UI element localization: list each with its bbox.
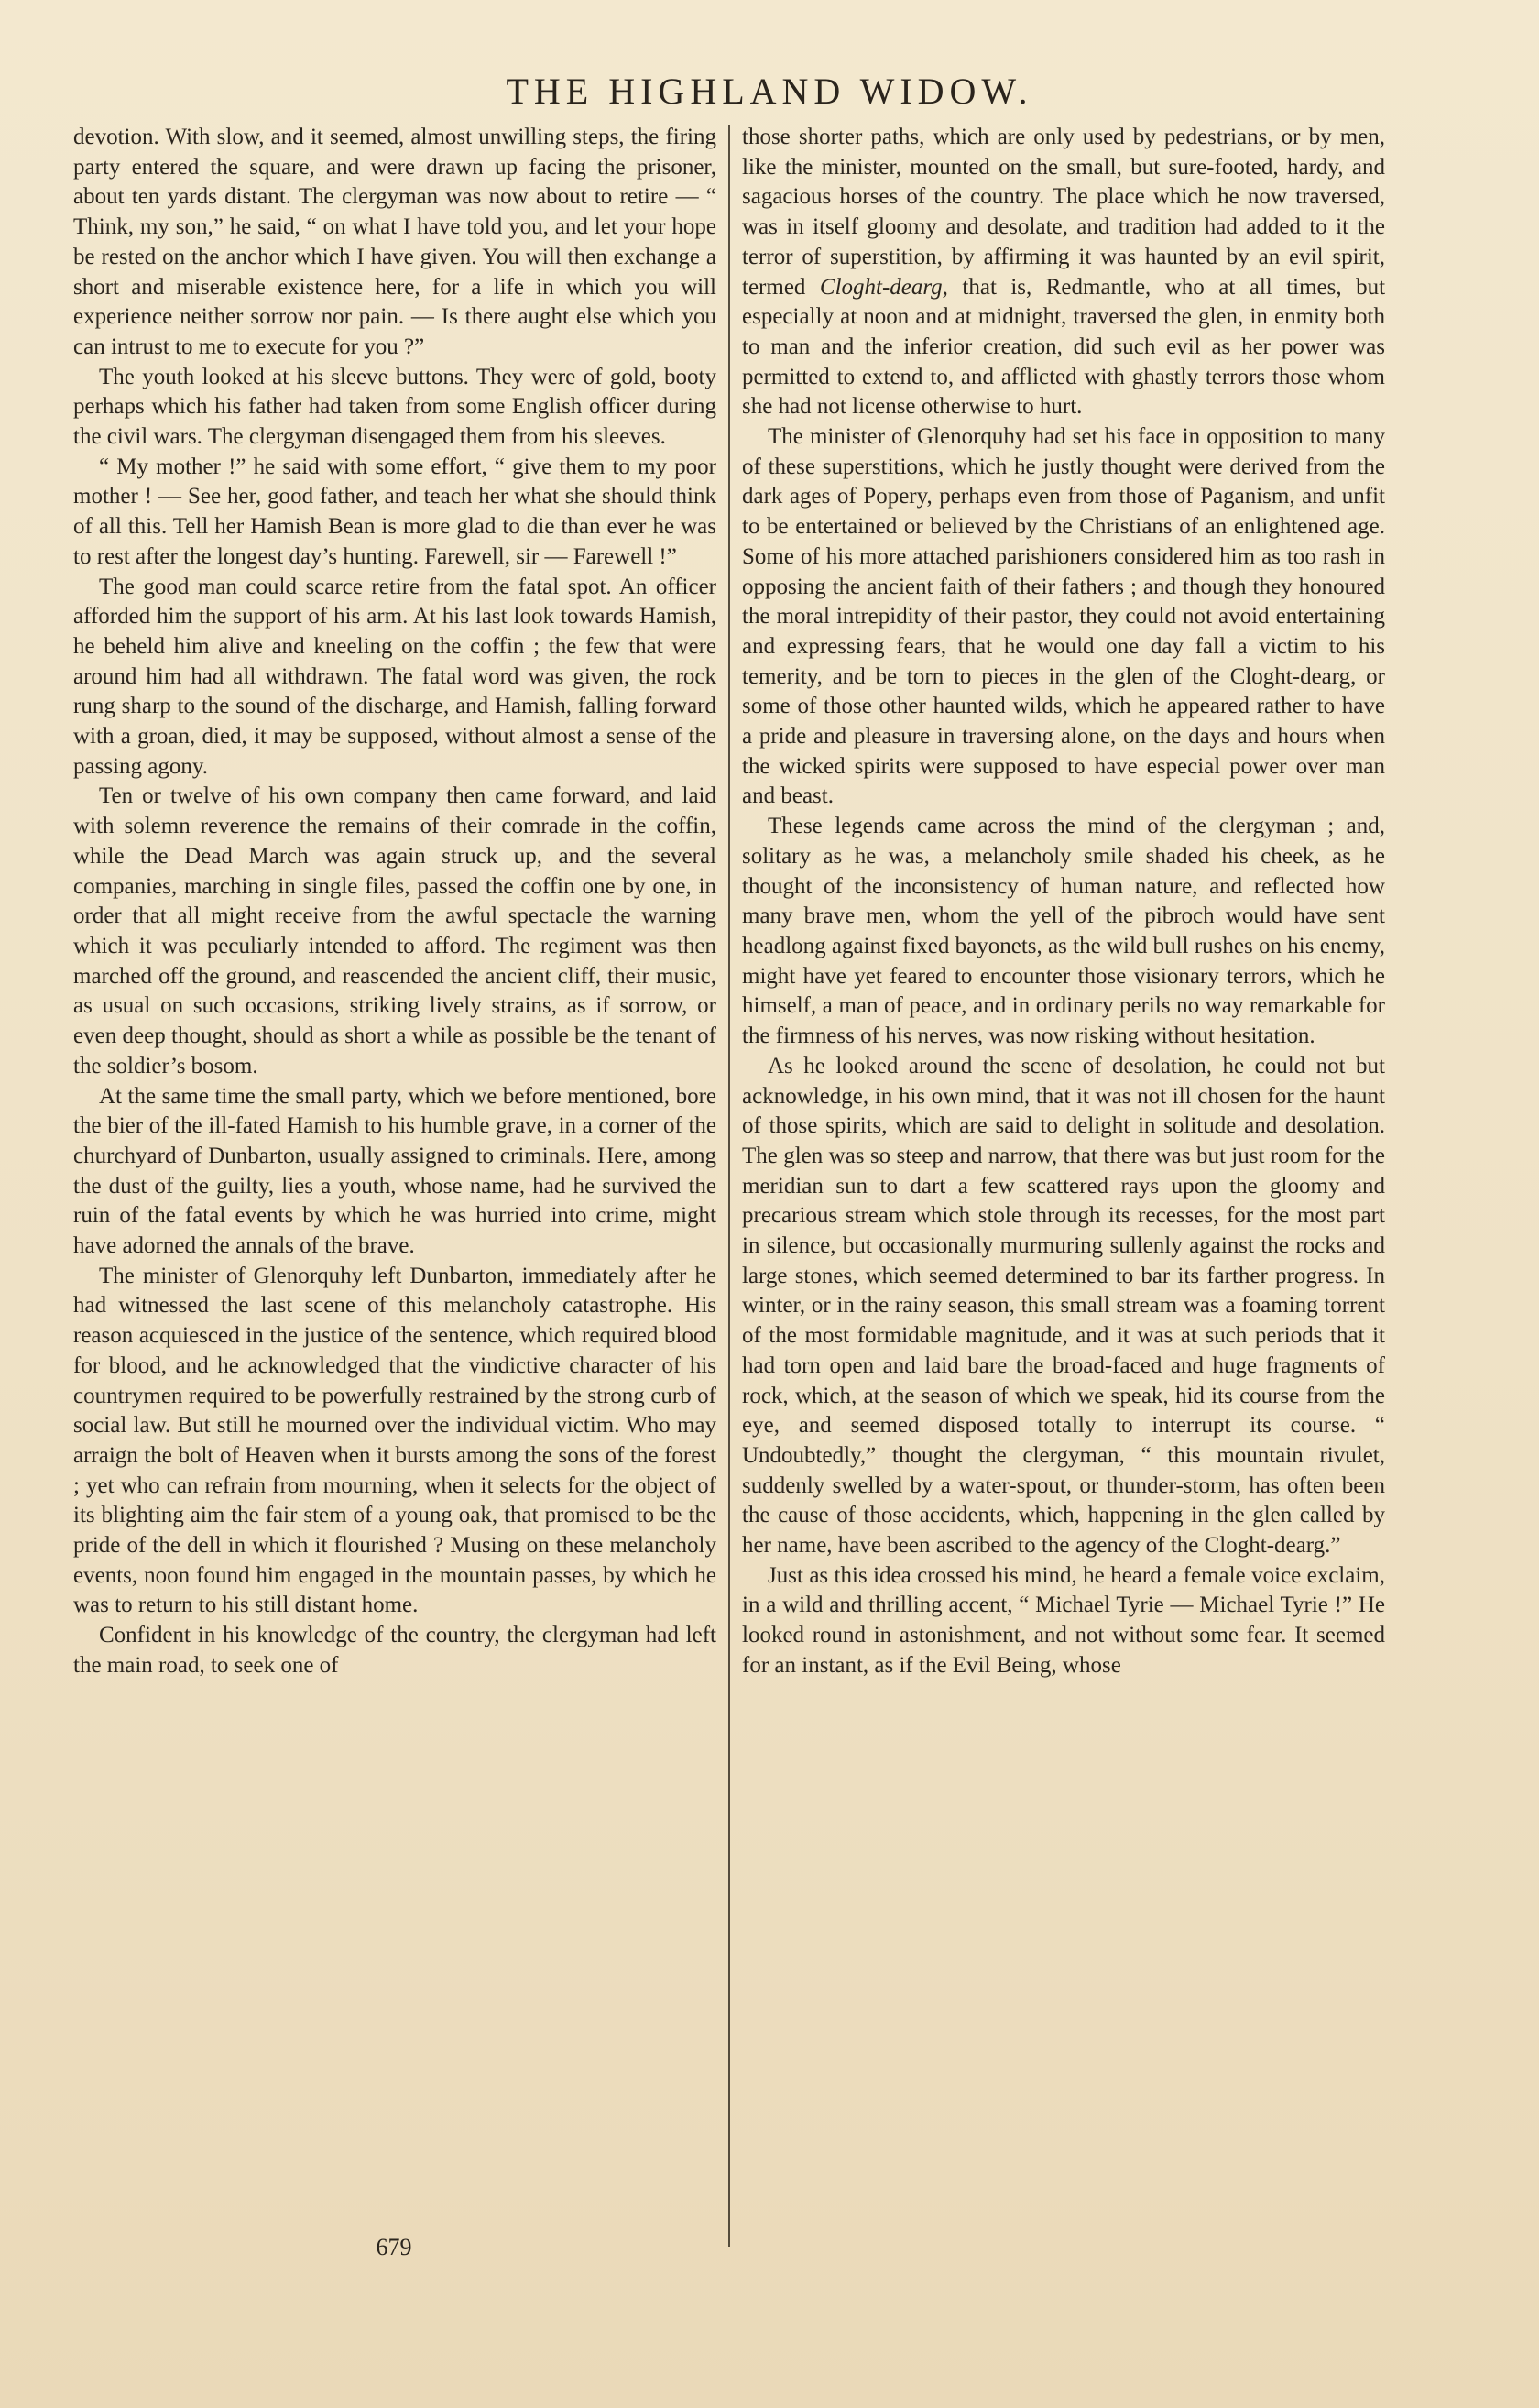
paragraph: As he looked around the scene of desolation, he could not but acknowledge, in his own mind, that it was not ill chosen for the haunt of those spirits, which are said to delight in solitude and desolation. The glen was so steep and narrow, that there was but just room for the meridian sun to dart a few scattered rays upon the gloomy and precarious stream which stole through its recesses, for the most part in silence, but occasionally murmuring sullenly against the rocks and large stones, which seemed determined to bar its farther progress. In winter, or in the rainy season, this small stream was a foaming torrent of the most formidable magnitude, and it was at such periods that it had torn open and laid bare the broad-faced and huge fragments of rock, which, at the season of which we speak, hid its course from the eye, and seemed disposed totally to interrupt its course. “ Undoubtedly,” thought the clergyman, “ this mountain rivulet, suddenly swelled by a water-spout, or thunder-storm, has often been the cause of those accidents, which, happening in the glen called by her name, have been ascribed to the agency of the Cloght-dearg.” xyxy=(742,1053,1385,1559)
italic-term: Cloght-dearg, xyxy=(819,274,948,300)
paragraph: These legends came across the mind of the clergyman ; and, solitary as he was, a melancholy smile shaded his cheek, as he thought of the inconsistency of human nature, and reflected how many brave men, whom the yell of the pibroch would have sent headlong against fixed bayonets, as the wild bull rushes on his enemy, might have yet feared to encounter those visionary terrors, which he himself, a man of peace, and in ordinary perils no way remarkable for the firmness of his nerves, was now risking without hesitation. xyxy=(742,814,1385,1049)
paragraph: Just as this idea crossed his mind, he heard a female voice exclaim, in a wild and thrilling accent, “ Michael Tyrie — Michael Tyrie !” He looked round in astonishment, and not without some fear. It seemed for an instant, as if the Evil Being, whose xyxy=(742,1562,1385,1678)
right-column xyxy=(742,123,1385,2230)
left-column xyxy=(73,123,716,2230)
paragraph xyxy=(742,123,1385,422)
page-number: 679 xyxy=(376,2234,412,2260)
paragraph: At the same time the small party, which we before mentioned, bore the bier of the ill-fated Hamish to his humble grave, in a corner of the churchyard of Dunbarton, usually assigned to criminals. Here, among the dust of the guilty, lies a youth, whose name, had he survived the ruin of the fatal events by which he was hurried into crime, might have adorned the annals of the brave. xyxy=(73,1083,716,1259)
paragraph: Confident in his knowledge of the country, the clergyman had left the main road, to seek one of xyxy=(73,1623,716,1678)
paragraph: The minister of Glenorquhy had set his face in opposition to many of these superstitions, which he justly thought were derived from the dark ages of Popery, perhaps even from those of Paganism, and unfit to be entertained or believed by the Christians of an enlightened age. Some of his more attached parishioners considered him as too rash in opposing the ancient faith of their fathers ; and though they honoured the moral intrepidity of their pastor, they could not avoid entertaining and expressing fears, that he would one day fall a victim to his temerity, and be torn to pieces in the glen of the Cloght-dearg, or some of those other haunted wilds, which he appeared rather to have a pride and pleasure in traversing alone, on the days and hours when the wicked spirits were supposed to have especial power over man and beast. xyxy=(742,424,1385,809)
paragraph-text: those shorter paths, which are only used by pedestrians, or by men, like the minister, mounted on the small, but sure-footed, hardy, and sagacious horses of the country. The place which he now traversed, was in itself gloomy and desolate, and tradition had added to it the terror of superstition, by affirming it was haunted by an evil spirit, termed xyxy=(742,125,1385,300)
column-divider xyxy=(728,125,730,2247)
paragraph: The good man could scarce retire from the fatal spot. An officer afforded him the support of his arm. At his last look towards Hamish, he beheld him alive and kneeling on the coffin ; the few that were around him had all withdrawn. The fatal word was given, the rock rung sharp to the sound of the discharge, and Hamish, falling forward with a groan, died, it may be supposed, without almost a sense of the passing agony. xyxy=(73,574,716,779)
paragraph: The youth looked at his sleeve buttons. They were of gold, booty perhaps which his father had taken from some English officer during the civil wars. The clergyman disengaged them from his sleeves. xyxy=(73,364,716,450)
running-header: THE HIGHLAND WIDOW. xyxy=(506,71,1033,112)
paragraph: “ My mother !” he said with some effort, “ give them to my poor mother ! — See her, good father, and teach her what she should think of all this. Tell her Hamish Bean is more glad to die than ever he was to rest after the longest day’s hunting. Farewell, sir — Farewell !” xyxy=(73,454,716,569)
paragraph-text: that is, Redmantle, who at all times, but especially at noon and at midnight, traversed the glen, in enmity both to man and the inferior creation, did such evil as her power was permitted to extend to, and afflicted with ghastly terrors those whom she had not license otherwise to hurt. xyxy=(742,274,1385,420)
paragraph: The minister of Glenorquhy left Dunbarton, immediately after he had witnessed the last scene of this melancholy catastrophe. His reason acquiesced in the justice of the sentence, which required blood for blood, and he acknowledged that the vindictive character of his countrymen required to be powerfully restrained by the strong curb of social law. But still he mourned over the individual victim. Who may arraign the bolt of Heaven when it bursts among the sons of the forest ; yet who can refrain from mourning, when it selects for the object of its blighting aim the fair stem of a young oak, that promised to be the pride of the dell in which it flourished ? Musing on these melancholy events, noon found him engaged in the mountain passes, by which he was to return to his still distant home. xyxy=(73,1263,716,1618)
paragraph: Ten or twelve of his own company then came forward, and laid with solemn reverence the remains of their comrade in the coffin, while the Dead March was again struck up, and the several companies, marching in single files, passed the coffin one by one, in order that all might receive from the awful spectacle the warning which it was peculiarly intended to afford. The regiment was then marched off the ground, and reascended the ancient cliff, their music, as usual on such occasions, striking lively strains, as if sorrow, or even deep thought, should as short a while as possible be the tenant of the soldier’s bosom. xyxy=(73,783,716,1078)
paragraph: devotion. With slow, and it seemed, almost unwilling steps, the firing party entered the square, and were drawn up facing the prisoner, about ten yards distant. The clergyman was now about to retire — “ Think, my son,” he said, “ on what I have told you, and let your hope be rested on the anchor which I have given. You will then exchange a short and miserable existence here, for a life in which you will experience neither sorrow nor pain. — Is there aught else which you can intrust to me to execute for you ?” xyxy=(73,125,716,359)
